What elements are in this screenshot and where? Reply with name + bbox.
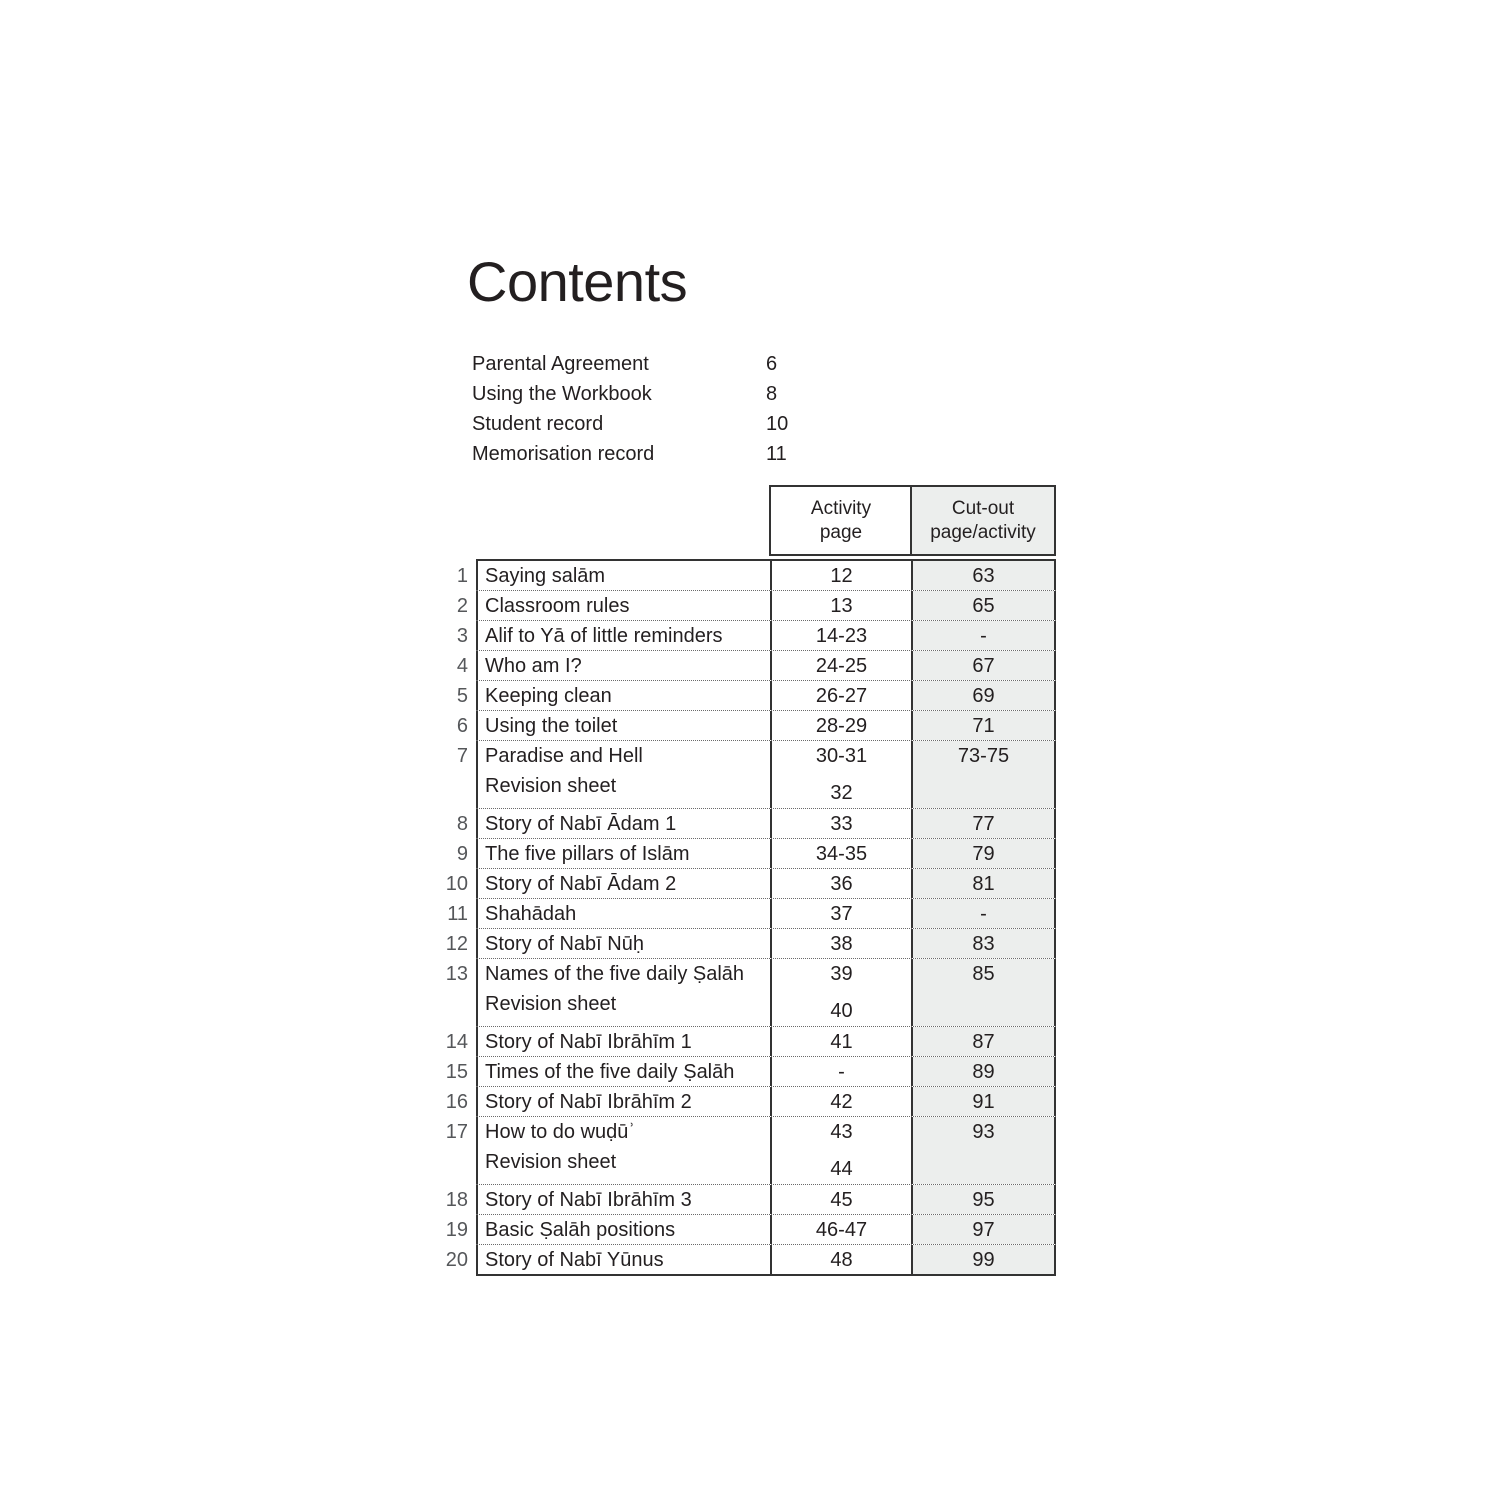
- activity-page-value: 14-23: [815, 625, 868, 647]
- activity-page-cell: [770, 959, 911, 1026]
- row-number: 17: [445, 1121, 468, 1143]
- cutout-page-cell: [911, 741, 1056, 808]
- cutout-page-cell: [911, 711, 1056, 740]
- topic-title: Story of Nabī Nūḥ: [485, 933, 644, 955]
- table-row: [445, 928, 1056, 958]
- cutout-page-cell: [911, 1057, 1056, 1086]
- cutout-page-value: 77: [972, 813, 995, 835]
- cutout-page-cell: [911, 1185, 1056, 1214]
- header-cutout-line2: page/activity: [930, 521, 1036, 543]
- header-activity-line2: page: [819, 521, 863, 543]
- cutout-page-value: 95: [972, 1189, 995, 1211]
- activity-page-cell: [770, 741, 911, 808]
- row-number: 20: [445, 1249, 468, 1271]
- row-number: 10: [445, 873, 468, 895]
- topic-title: Using the toilet: [485, 715, 618, 737]
- table-row: [456, 838, 1056, 868]
- topic-title: The five pillars of Islām: [485, 843, 690, 865]
- title-cell: [476, 869, 770, 898]
- title-cell: [476, 621, 770, 650]
- front-matter-item: [472, 349, 812, 379]
- topic-title: Alif to Yā of little reminders: [485, 625, 723, 647]
- topic-title: Saying salām: [485, 565, 606, 587]
- activity-page-value: 48: [830, 1249, 853, 1271]
- row-number: 9: [456, 843, 468, 865]
- activity-page-cell: [770, 1087, 911, 1116]
- topic-title: Basic Ṣalāh positions: [485, 1219, 676, 1241]
- table-row: [445, 1184, 1056, 1214]
- cutout-page-cell: [911, 899, 1056, 928]
- activity-page-value: 30-31: [815, 745, 868, 767]
- cutout-page-header: [910, 485, 1056, 556]
- activity-page-cell: [770, 1245, 911, 1274]
- cutout-page-cell: [911, 591, 1056, 620]
- table-row: [445, 1086, 1056, 1116]
- revision-activity-page: 32: [830, 782, 853, 804]
- title-cell: [476, 1057, 770, 1086]
- table-row: [456, 561, 1056, 590]
- activity-page-value: 28-29: [815, 715, 868, 737]
- activity-page-value: 34-35: [815, 843, 868, 865]
- cutout-page-value: 71: [972, 715, 995, 737]
- topic-title: Shahādah: [485, 903, 577, 925]
- activity-page-value: 43: [830, 1121, 853, 1143]
- table-row: [456, 590, 1056, 620]
- activity-page-value: 13: [830, 595, 853, 617]
- cutout-page-value: 89: [972, 1061, 995, 1083]
- topic-title: Story of Nabī Ādam 1: [485, 813, 677, 835]
- title-cell: [476, 959, 770, 1026]
- title-cell: [476, 899, 770, 928]
- activity-page-cell: [770, 1215, 911, 1244]
- cutout-page-value: 85: [972, 963, 995, 985]
- activity-page-value: 39: [830, 963, 853, 985]
- table-row: [445, 1244, 1056, 1274]
- cutout-page-value: 97: [972, 1219, 995, 1241]
- cutout-page-value: 63: [972, 565, 995, 587]
- front-matter-page: 6: [766, 353, 778, 375]
- row-number: 6: [456, 715, 468, 737]
- cutout-page-cell: [911, 809, 1056, 838]
- cutout-page-cell: [911, 651, 1056, 680]
- cutout-page-cell: [911, 561, 1056, 590]
- header-cutout-line1: Cut-out: [951, 497, 1015, 519]
- row-number: 8: [456, 813, 468, 835]
- revision-sheet-title: Revision sheet: [485, 1151, 617, 1173]
- title-cell: [476, 741, 770, 808]
- revision-sheet-title: Revision sheet: [485, 775, 617, 797]
- row-number: 3: [456, 625, 468, 647]
- activity-page-value: 33: [830, 813, 853, 835]
- activity-page-cell: [770, 1185, 911, 1214]
- activity-page-cell: [770, 839, 911, 868]
- front-matter-page: 11: [766, 443, 787, 465]
- cutout-page-cell: [911, 1087, 1056, 1116]
- table-row: [445, 1056, 1056, 1086]
- topic-title: Names of the five daily Ṣalāh: [485, 963, 745, 985]
- title-cell: [476, 809, 770, 838]
- cutout-page-cell: [911, 929, 1056, 958]
- activity-page-cell: [770, 869, 911, 898]
- activity-page-value: 37: [830, 903, 853, 925]
- front-matter-label: Using the Workbook: [472, 383, 652, 405]
- topic-title: Times of the five daily Ṣalāh: [485, 1061, 735, 1083]
- activity-page-cell: [770, 681, 911, 710]
- table-header: [476, 485, 1056, 559]
- cutout-page-cell: [911, 1215, 1056, 1244]
- topic-title: Story of Nabī Ibrāhīm 3: [485, 1189, 692, 1211]
- front-matter-label: Memorisation record: [472, 443, 655, 465]
- cutout-page-value: 69: [972, 685, 995, 707]
- table-body: [445, 559, 1056, 1276]
- revision-sheet-title: Revision sheet: [485, 993, 617, 1015]
- activity-page-value: 26-27: [815, 685, 868, 707]
- row-number: 11: [447, 903, 468, 925]
- cutout-page-value: 79: [972, 843, 995, 865]
- title-cell: [476, 591, 770, 620]
- front-matter-item: [472, 379, 812, 409]
- revision-activity-page: 44: [830, 1158, 853, 1180]
- row-number: 5: [456, 685, 468, 707]
- row-number: 16: [445, 1091, 468, 1113]
- title-cell: [476, 1245, 770, 1274]
- activity-page-value: 12: [830, 565, 853, 587]
- table-row: [445, 1116, 1056, 1184]
- cutout-page-cell: [911, 1117, 1056, 1184]
- title-cell: [476, 1185, 770, 1214]
- cutout-page-value: -: [980, 625, 987, 647]
- table-row: [445, 868, 1056, 898]
- row-number: 12: [445, 933, 468, 955]
- cutout-page-cell: [911, 1027, 1056, 1056]
- front-matter-label: Parental Agreement: [472, 353, 649, 375]
- topic-title: Story of Nabī Ādam 2: [485, 873, 677, 895]
- row-number: 2: [456, 595, 468, 617]
- front-matter-item: [472, 409, 812, 439]
- row-number: 15: [445, 1061, 468, 1083]
- activity-page-value: 41: [830, 1031, 853, 1053]
- activity-page-cell: [770, 929, 911, 958]
- cutout-page-value: 93: [972, 1121, 995, 1143]
- cutout-page-value: 87: [972, 1031, 995, 1053]
- front-matter-page: 8: [766, 383, 778, 405]
- cutout-page-value: -: [980, 903, 987, 925]
- cutout-page-cell: [911, 621, 1056, 650]
- row-number: 1: [456, 565, 468, 587]
- title-cell: [476, 929, 770, 958]
- activity-page-cell: [770, 809, 911, 838]
- title-cell: [476, 681, 770, 710]
- table-row: [456, 710, 1056, 740]
- cutout-page-value: 65: [972, 595, 995, 617]
- table-row: [456, 680, 1056, 710]
- activity-page-value: 42: [830, 1091, 853, 1113]
- cutout-page-value: 81: [972, 873, 995, 895]
- cutout-page-cell: [911, 839, 1056, 868]
- front-matter-label: Student record: [472, 413, 604, 435]
- cutout-page-cell: [911, 681, 1056, 710]
- page-title: Contents: [467, 250, 688, 313]
- row-number: 7: [456, 745, 468, 767]
- table-row: [445, 1214, 1056, 1244]
- table-row: [456, 740, 1056, 808]
- topic-title: Story of Nabī Yūnus: [485, 1249, 664, 1271]
- title-cell: [476, 1087, 770, 1116]
- title-cell: [476, 1117, 770, 1184]
- cutout-page-cell: [911, 959, 1056, 1026]
- activity-page-cell: [770, 621, 911, 650]
- topic-title: Classroom rules: [485, 595, 630, 617]
- header-activity-line1: Activity: [810, 497, 872, 519]
- cutout-page-cell: [911, 1245, 1056, 1274]
- topic-title: Story of Nabī Ibrāhīm 1: [485, 1031, 692, 1053]
- revision-activity-page: 40: [830, 1000, 853, 1022]
- cutout-page-value: 99: [972, 1249, 995, 1271]
- title-cell: [476, 561, 770, 590]
- table-row: [456, 620, 1056, 650]
- table-row: [456, 650, 1056, 680]
- activity-page-value: 24-25: [815, 655, 868, 677]
- activity-page-cell: [770, 711, 911, 740]
- activity-page-value: 38: [830, 933, 853, 955]
- activity-page-cell: [770, 1027, 911, 1056]
- activity-page-value: 36: [830, 873, 853, 895]
- activity-page-cell: [770, 1117, 911, 1184]
- cutout-page-value: 83: [972, 933, 995, 955]
- title-cell: [476, 1027, 770, 1056]
- topic-title: How to do wuḍūʾ: [485, 1121, 636, 1143]
- front-matter-page: 10: [766, 413, 789, 435]
- title-cell: [476, 651, 770, 680]
- table-row: [445, 1026, 1056, 1056]
- activity-page-value: -: [838, 1061, 845, 1083]
- cutout-page-value: 73-75: [957, 745, 1010, 767]
- activity-page-cell: [770, 561, 911, 590]
- title-cell: [476, 1215, 770, 1244]
- front-matter-list: [472, 349, 812, 469]
- activity-page-cell: [770, 591, 911, 620]
- cutout-page-cell: [911, 869, 1056, 898]
- activity-page-value: 46-47: [815, 1219, 868, 1241]
- contents-table: [445, 485, 1056, 1276]
- cutout-page-value: 67: [972, 655, 995, 677]
- front-matter-item: [472, 439, 812, 469]
- activity-page-header: [769, 485, 911, 556]
- activity-page-value: 45: [830, 1189, 853, 1211]
- row-number: 18: [445, 1189, 468, 1211]
- row-number: 14: [445, 1031, 468, 1053]
- title-cell: [476, 839, 770, 868]
- activity-page-cell: [770, 1057, 911, 1086]
- topic-title: Who am I?: [485, 655, 582, 677]
- activity-page-cell: [770, 651, 911, 680]
- topic-title: Story of Nabī Ibrāhīm 2: [485, 1091, 692, 1113]
- row-number: 13: [445, 963, 468, 985]
- table-row: [447, 898, 1056, 928]
- cutout-page-value: 91: [972, 1091, 995, 1113]
- row-number: 19: [445, 1219, 468, 1241]
- row-number: 4: [456, 655, 468, 677]
- title-cell: [476, 711, 770, 740]
- table-row: [445, 958, 1056, 1026]
- table-row: [456, 808, 1056, 838]
- topic-title: Keeping clean: [485, 685, 612, 707]
- topic-title: Paradise and Hell: [485, 745, 643, 767]
- activity-page-cell: [770, 899, 911, 928]
